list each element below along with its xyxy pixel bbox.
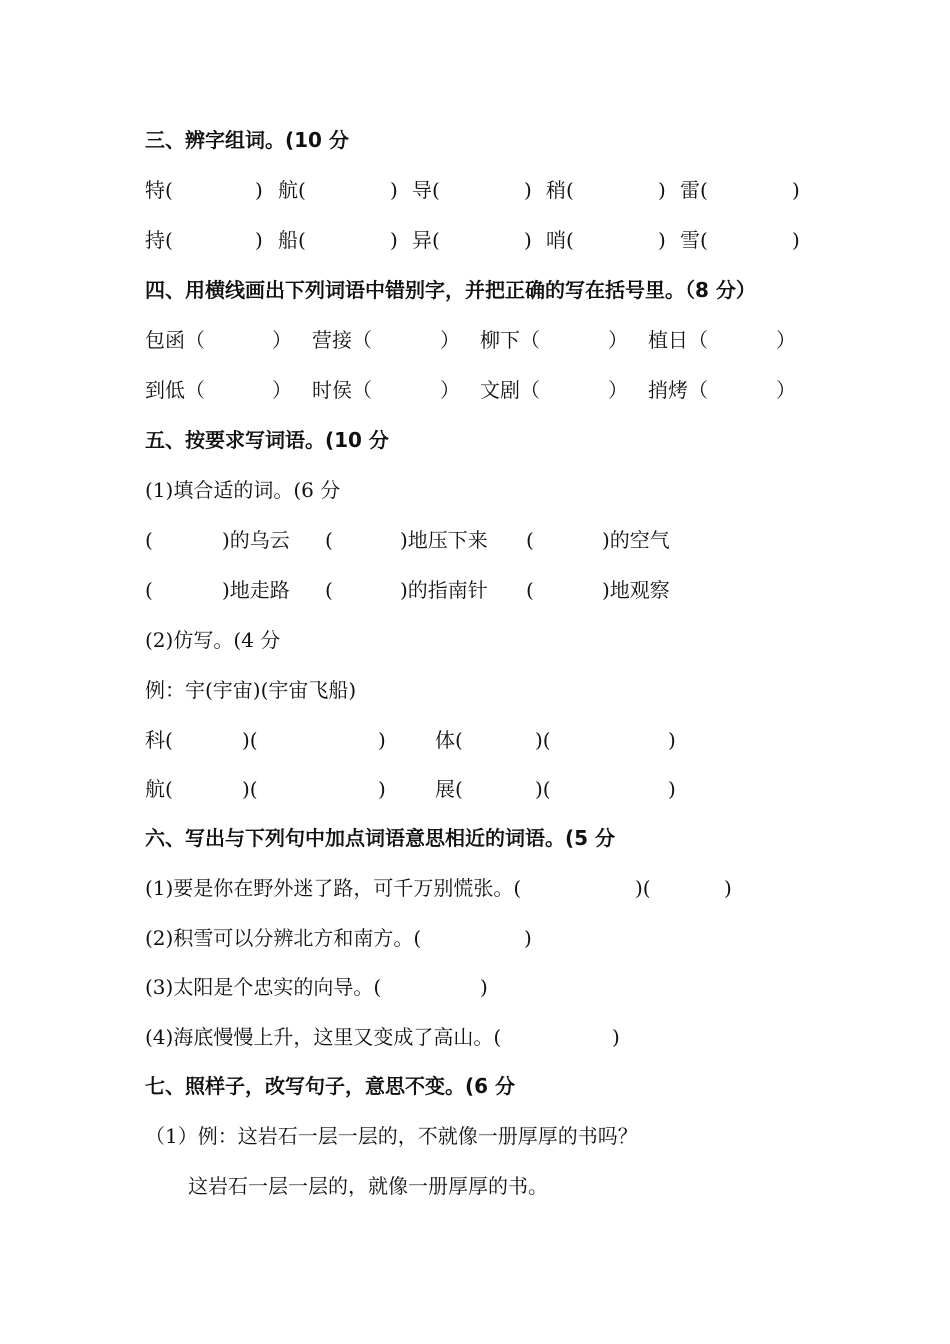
blank-mid[interactable]: )( bbox=[535, 728, 551, 752]
char-ke: 科( bbox=[145, 728, 173, 752]
blank-open[interactable]: ( bbox=[526, 578, 534, 602]
section7-title: 七、照样子，改写句子，意思不变。(6 分 bbox=[145, 1074, 516, 1098]
section3-title: 三、辨字组词。(10 分 bbox=[145, 128, 349, 152]
char-shao: 稍( bbox=[546, 178, 574, 202]
blank-close[interactable]: ) bbox=[390, 228, 398, 252]
char-dao: 导( bbox=[412, 178, 440, 202]
char-chi: 持( bbox=[145, 228, 173, 252]
phrase-item: )的指南针 bbox=[400, 578, 488, 602]
blank-close[interactable]: ） bbox=[272, 378, 292, 402]
blank-close[interactable]: ) bbox=[524, 178, 532, 202]
section7-example-question: （1）例：这岩石一层一层的，不就像一册厚厚的书吗？ bbox=[145, 1124, 638, 1148]
phrase-item: )地压下来 bbox=[400, 528, 488, 552]
char-xue: 雪( bbox=[680, 228, 708, 252]
blank-mid[interactable]: )( bbox=[635, 876, 651, 900]
word-item: 捎烤（ bbox=[648, 378, 708, 402]
blank-open[interactable]: ( bbox=[325, 578, 333, 602]
blank-close[interactable]: ) bbox=[612, 1025, 620, 1049]
phrase-item: )的乌云 bbox=[222, 528, 290, 552]
char-yi: 异( bbox=[412, 228, 440, 252]
char-te: 特( bbox=[145, 178, 173, 202]
blank-close[interactable]: ） bbox=[776, 328, 796, 352]
section5-title: 五、按要求写词语。(10 分 bbox=[145, 428, 389, 452]
blank-close[interactable]: ） bbox=[440, 378, 460, 402]
blank-close[interactable]: ) bbox=[668, 777, 676, 801]
blank-close[interactable]: ) bbox=[378, 777, 386, 801]
blank-close[interactable]: ) bbox=[378, 728, 386, 752]
blank-close[interactable]: ) bbox=[668, 728, 676, 752]
blank-open[interactable]: ( bbox=[145, 578, 153, 602]
section5-part1-label: (1)填合适的词。(6 分 bbox=[145, 478, 341, 502]
blank-close[interactable]: ) bbox=[255, 228, 263, 252]
blank-close[interactable]: ) bbox=[658, 228, 666, 252]
char-hang: 航( bbox=[145, 777, 173, 801]
char-hang: 航( bbox=[278, 178, 306, 202]
blank-mid[interactable]: )( bbox=[535, 777, 551, 801]
blank-close[interactable]: ) bbox=[480, 975, 488, 999]
blank-open[interactable]: ( bbox=[325, 528, 333, 552]
word-item: 文剧（ bbox=[480, 378, 540, 402]
blank-close[interactable]: ） bbox=[608, 378, 628, 402]
section6-title: 六、写出与下列句中加点词语意思相近的词语。(5 分 bbox=[145, 826, 616, 850]
word-item: 到低（ bbox=[145, 378, 205, 402]
question-text: (3)太阳是个忠实的向导。( bbox=[145, 975, 382, 999]
word-item: 柳下（ bbox=[480, 328, 540, 352]
word-item: 时侯（ bbox=[312, 378, 372, 402]
section7-example-answer: 这岩石一层一层的，就像一册厚厚的书。 bbox=[188, 1174, 548, 1198]
char-shao2: 哨( bbox=[546, 228, 574, 252]
blank-close[interactable]: ) bbox=[792, 178, 800, 202]
section4-title: 四、用横线画出下列词语中错别字，并把正确的写在括号里。（8 分） bbox=[145, 278, 756, 302]
question-text: (1)要是你在野外迷了路，可千万别慌张。( bbox=[145, 876, 522, 900]
char-ti: 体( bbox=[435, 728, 463, 752]
question-text: (4)海底慢慢上升，这里又变成了高山。( bbox=[145, 1025, 502, 1049]
blank-close[interactable]: ） bbox=[272, 328, 292, 352]
word-item: 营接（ bbox=[312, 328, 372, 352]
char-lei: 雷( bbox=[680, 178, 708, 202]
phrase-item: )地走路 bbox=[222, 578, 290, 602]
blank-close[interactable]: ) bbox=[390, 178, 398, 202]
char-chuan: 船( bbox=[278, 228, 306, 252]
phrase-item: )的空气 bbox=[602, 528, 670, 552]
blank-mid[interactable]: )( bbox=[242, 777, 258, 801]
blank-close[interactable]: ） bbox=[776, 378, 796, 402]
blank-close[interactable]: ) bbox=[792, 228, 800, 252]
blank-open[interactable]: ( bbox=[145, 528, 153, 552]
blank-close[interactable]: ) bbox=[658, 178, 666, 202]
blank-close[interactable]: ） bbox=[440, 328, 460, 352]
question-text: (2)积雪可以分辨北方和南方。( bbox=[145, 926, 422, 950]
word-item: 包函（ bbox=[145, 328, 205, 352]
section5-part2-label: (2)仿写。(4 分 bbox=[145, 628, 281, 652]
phrase-item: )地观察 bbox=[602, 578, 670, 602]
blank-mid[interactable]: )( bbox=[242, 728, 258, 752]
blank-close[interactable]: ) bbox=[724, 876, 732, 900]
blank-open[interactable]: ( bbox=[526, 528, 534, 552]
blank-close[interactable]: ） bbox=[608, 328, 628, 352]
char-zhan: 展( bbox=[435, 777, 463, 801]
section5-example: 例：宇(宇宙)(宇宙飞船) bbox=[145, 678, 357, 702]
blank-close[interactable]: ) bbox=[255, 178, 263, 202]
word-item: 植日（ bbox=[648, 328, 708, 352]
blank-close[interactable]: ) bbox=[524, 228, 532, 252]
blank-close[interactable]: ) bbox=[524, 926, 532, 950]
